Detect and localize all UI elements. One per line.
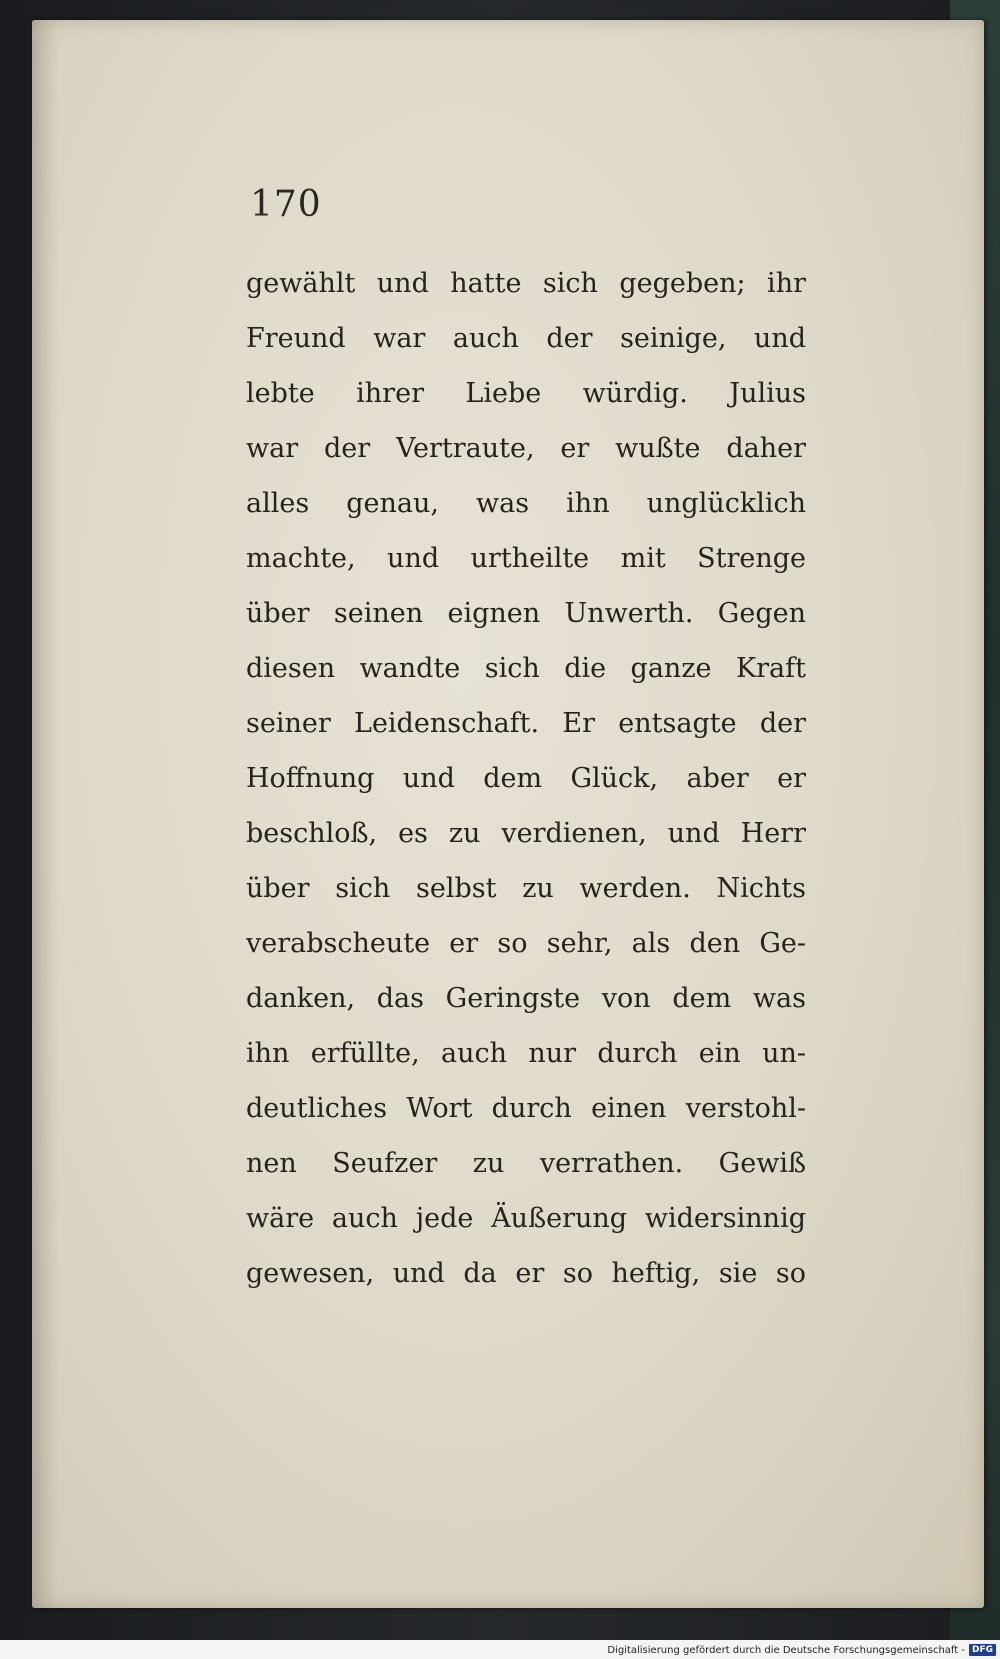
text-line: diesen wandte sich die ganze Kraft [246,653,806,684]
text-line: beschloß, es zu verdienen, und Herr [246,818,806,849]
text-line: gewesen, und da er so heftig, sie so [246,1258,806,1289]
text-line: ihn erfüllte, auch nur durch ein un- [246,1038,806,1069]
text-line: lebte ihrer Liebe würdig. Julius [246,378,806,409]
text-line: gewählt und hatte sich gegeben; ihr [246,268,806,299]
text-line: danken, das Geringste von dem was [246,983,806,1014]
dfg-logo-icon: DFG [969,1644,996,1656]
book-page [32,20,984,1608]
page-number: 170 [250,184,322,225]
text-line: machte, und urtheilte mit Strenge [246,543,806,574]
credit-text: Digitalisierung gefördert durch die Deutsche Forschungsgemeinschaft - [607,1644,965,1656]
text-line: wäre auch jede Äußerung widersinnig [246,1203,806,1234]
text-line: über seinen eignen Unwerth. Gegen [246,598,806,629]
spine-shadow [32,20,60,1608]
text-line: alles genau, was ihn unglücklich [246,488,806,519]
text-line: verabscheute er so sehr, als den Ge- [246,928,806,959]
text-line: Freund war auch der seinige, und [246,323,806,354]
text-line: seiner Leidenschaft. Er entsagte der [246,708,806,739]
text-line: war der Vertraute, er wußte daher [246,433,806,464]
text-line: Hoffnung und dem Glück, aber er [246,763,806,794]
digitization-credit [607,1644,996,1656]
page-text [246,256,806,1301]
text-line: über sich selbst zu werden. Nichts [246,873,806,904]
text-line: deutliches Wort durch einen verstohl- [246,1093,806,1124]
text-line: nen Seufzer zu verrathen. Gewiß [246,1148,806,1179]
